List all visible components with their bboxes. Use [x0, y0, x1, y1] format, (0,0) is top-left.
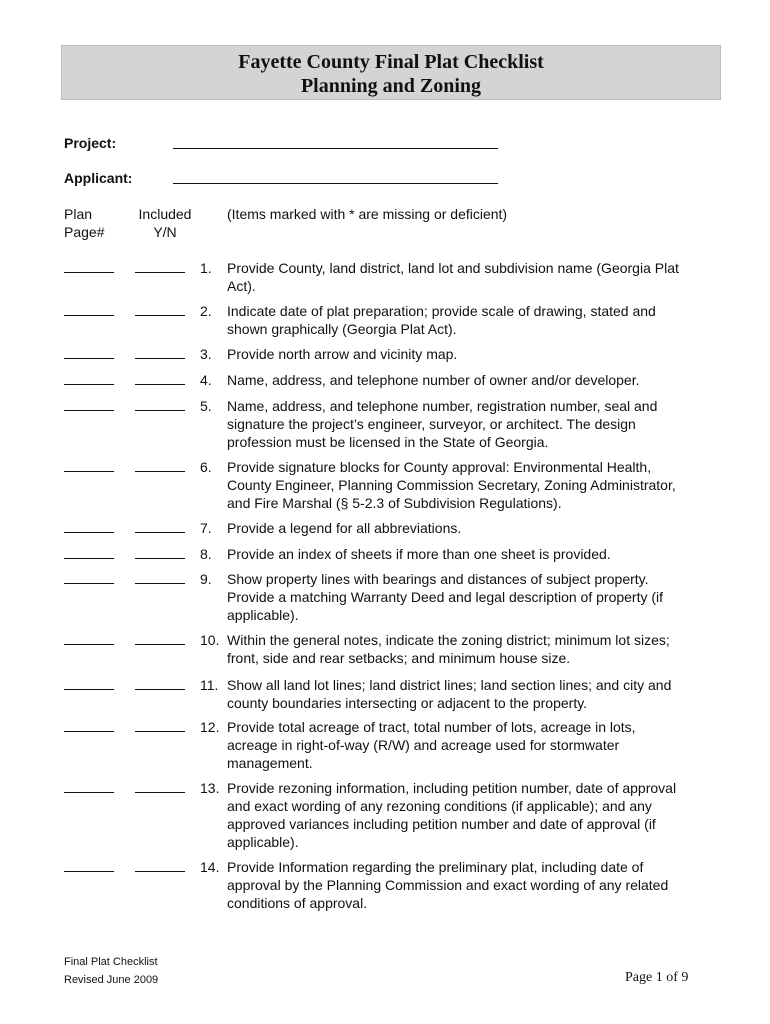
item-text-line: Provide a legend for all abbreviations.: [227, 520, 462, 536]
included-header-line2: Y/N: [153, 224, 177, 240]
item-text-line: county boundaries intersecting or adjacent to the property.: [227, 695, 588, 711]
item-text-line: Indicate date of plat preparation; provide scale of drawing, stated and: [227, 303, 656, 319]
project-field-line[interactable]: [173, 148, 498, 149]
item-number: 6.: [200, 459, 212, 475]
included-yn-blank[interactable]: [135, 689, 185, 690]
item-number: 2.: [200, 303, 212, 319]
item-number: 12.: [200, 719, 220, 735]
plan-header-line1: Plan: [64, 206, 93, 222]
plan-page-blank[interactable]: [64, 471, 114, 472]
item-text: [227, 631, 727, 667]
item-text-line: Act).: [227, 278, 256, 294]
title-box: [61, 45, 721, 100]
item-number: 10.: [200, 632, 220, 648]
included-yn-blank[interactable]: [135, 315, 185, 316]
item-text-line: Provide Information regarding the preliminary plat, including date of: [227, 859, 644, 875]
item-text-line: approved variances including petition number and date of approval (if: [227, 816, 656, 832]
plan-page-blank[interactable]: [64, 792, 114, 793]
item-text-line: signature the project’s engineer, surveyor, or architect. The design: [227, 416, 636, 432]
item-text-line: Name, address, and telephone number of owner and/or developer.: [227, 372, 640, 388]
item-text: [227, 302, 727, 338]
plan-page-blank[interactable]: [64, 644, 114, 645]
plan-page-blank[interactable]: [64, 583, 114, 584]
plan-page-blank[interactable]: [64, 315, 114, 316]
item-text-line: Provide County, land district, land lot and subdivision name (Georgia Plat: [227, 260, 679, 276]
item-text-line: and exact wording of any rezoning conditions (if applicable); and any: [227, 798, 652, 814]
plan-page-blank[interactable]: [64, 358, 114, 359]
item-text-line: Provide total acreage of tract, total number of lots, acreage in lots,: [227, 719, 636, 735]
item-text-line: County Engineer, Planning Commission Secretary, Zoning Administrator,: [227, 477, 676, 493]
item-text-line: conditions of approval.: [227, 895, 368, 911]
project-label: Project:: [64, 135, 117, 151]
included-header: [130, 205, 200, 241]
item-text: [227, 858, 727, 912]
item-number: 4.: [200, 372, 212, 388]
item-text-line: Within the general notes, indicate the zoning district; minimum lot sizes;: [227, 632, 670, 648]
applicant-label: Applicant:: [64, 170, 133, 186]
included-yn-blank[interactable]: [135, 583, 185, 584]
item-text: [227, 676, 727, 712]
included-yn-blank[interactable]: [135, 272, 185, 273]
item-text: [227, 779, 727, 851]
item-number: 3.: [200, 346, 212, 362]
plan-page-blank[interactable]: [64, 689, 114, 690]
item-text: [227, 259, 727, 295]
included-yn-blank[interactable]: [135, 410, 185, 411]
included-yn-blank[interactable]: [135, 384, 185, 385]
footer-revised: Revised June 2009: [64, 974, 159, 986]
footer-doc-name: Final Plat Checklist: [64, 956, 158, 968]
item-text-line: profession must be licensed in the State of Georgia.: [227, 434, 549, 450]
included-yn-blank[interactable]: [135, 358, 185, 359]
applicant-field-line[interactable]: [173, 183, 498, 184]
plan-page-blank[interactable]: [64, 731, 114, 732]
item-number: 13.: [200, 780, 220, 796]
included-yn-blank[interactable]: [135, 532, 185, 533]
item-number: 9.: [200, 571, 212, 587]
item-text: [227, 545, 727, 563]
item-text-line: front, side and rear setbacks; and minimum house size.: [227, 650, 571, 666]
plan-page-blank[interactable]: [64, 558, 114, 559]
item-number: 8.: [200, 546, 212, 562]
plan-page-blank[interactable]: [64, 871, 114, 872]
item-number: 5.: [200, 398, 212, 414]
item-number: 14.: [200, 859, 220, 875]
item-text-line: approval by the Planning Commission and exact wording of any related: [227, 877, 669, 893]
item-text-line: Provide north arrow and vicinity map.: [227, 346, 458, 362]
item-text-line: Name, address, and telephone number, registration number, seal and: [227, 398, 658, 414]
item-text: [227, 570, 727, 624]
page-subtitle: Planning and Zoning: [300, 75, 482, 97]
item-number: 1.: [200, 260, 212, 276]
item-text-line: applicable).: [227, 834, 299, 850]
item-text-line: acreage in right-of-way (R/W) and acreage used for stormwater: [227, 737, 620, 753]
item-text: [227, 397, 727, 451]
plan-page-blank[interactable]: [64, 532, 114, 533]
item-text-line: Show property lines with bearings and distances of subject property.: [227, 571, 649, 587]
included-yn-blank[interactable]: [135, 644, 185, 645]
included-yn-blank[interactable]: [135, 792, 185, 793]
item-number: 7.: [200, 520, 212, 536]
item-text-line: Provide an index of sheets if more than one sheet is provided.: [227, 546, 611, 562]
page-number: Page 1 of 9: [625, 970, 689, 985]
item-number: 11.: [200, 677, 219, 693]
item-text: [227, 519, 727, 537]
item-text-line: and Fire Marshal (§ 5-2.3 of Subdivision Regulations).: [227, 495, 562, 511]
item-text-line: Provide rezoning information, including petition number, date of approval: [227, 780, 677, 796]
item-text: [227, 718, 727, 772]
plan-header-line2: Page#: [64, 224, 105, 240]
included-header-line1: Included: [138, 206, 192, 222]
included-yn-blank[interactable]: [135, 731, 185, 732]
missing-note: (Items marked with * are missing or deficient): [227, 206, 508, 222]
included-yn-blank[interactable]: [135, 871, 185, 872]
item-text-line: Provide a matching Warranty Deed and legal description of property (if: [227, 589, 664, 605]
item-text-line: shown graphically (Georgia Plat Act).: [227, 321, 457, 337]
item-text: [227, 458, 727, 512]
plan-page-blank[interactable]: [64, 410, 114, 411]
page-title: Fayette County Final Plat Checklist: [238, 51, 544, 73]
item-text: [227, 345, 727, 363]
included-yn-blank[interactable]: [135, 558, 185, 559]
item-text-line: Provide signature blocks for County approval: Environmental Health,: [227, 459, 652, 475]
included-yn-blank[interactable]: [135, 471, 185, 472]
item-text: [227, 371, 727, 389]
item-text-line: management.: [227, 755, 313, 771]
plan-page-blank[interactable]: [64, 272, 114, 273]
item-text-line: applicable).: [227, 607, 299, 623]
plan-page-blank[interactable]: [64, 384, 114, 385]
item-text-line: Show all land lot lines; land district lines; land section lines; and city and: [227, 677, 672, 693]
plan-page-header: [64, 205, 104, 241]
